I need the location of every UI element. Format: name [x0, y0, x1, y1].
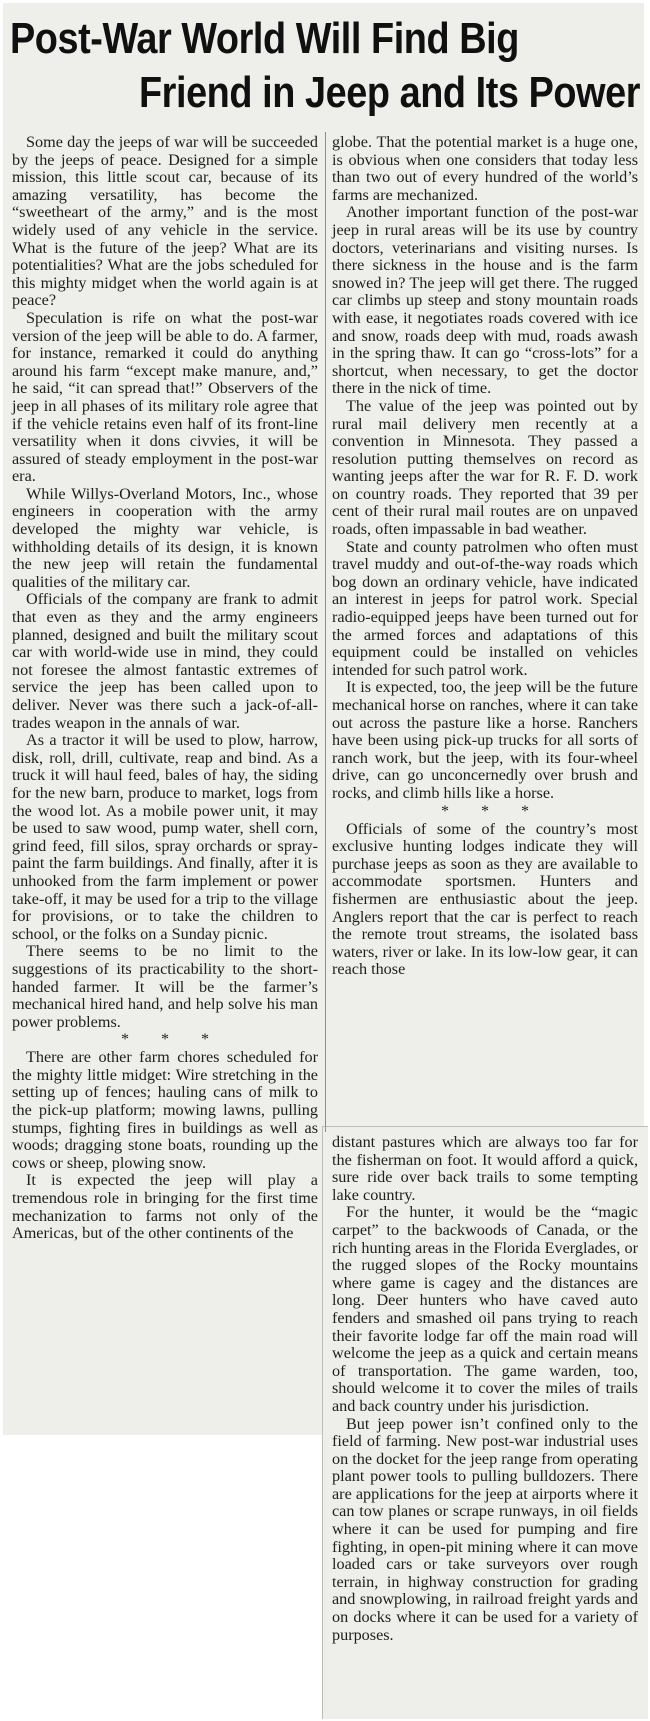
section-break-stars: * * *: [121, 1031, 223, 1049]
column-rule: [325, 132, 326, 1132]
paragraph: Another important function of the post-war jeep in rural areas will be its use by country doctors, veterinarians and visiting nurses. Is there sickness in the house and is the farm snowed in? The jeep will get there. The rugged car climbs up steep and stony mountain roads with ease, it negotiates roads covered with ice and snow, roads deep with mud, roads awash in the spring thaw. It can go “cross-lots” for a shortcut, when necessary, to get the doctor there in the nick of time.: [332, 203, 638, 398]
paragraph: It is expected, too, the jeep will be the future mechanical horse on ranches, where it can take out across the pasture like a horse. Ranchers have been using pick-up trucks for all sorts of ranch work, but the jeep, with its four-wheel drive, can go unconcernedly over brush and rocks, and climb hills like a horse.: [332, 678, 638, 802]
right-column-continuation: [332, 1134, 638, 1644]
section-break-stars: * * *: [441, 802, 543, 820]
right-column: [332, 134, 638, 979]
paragraph: Officials of the company are frank to admit that even as they and the army engineers planned, designed and built the military scout car with world-wide use in mind, they could not foresee the almost fantastic extremes of service the jeep has been called upon to deliver. Never was there such a jack-of-all-trades weapon in the annals of war.: [12, 590, 318, 732]
headline-line-1: Post-War World Will Find Big: [10, 14, 519, 63]
left-column: [12, 134, 318, 1243]
paragraph: Officials of some of the country’s most exclusive hunting lodges indicate they will purchase jeeps as soon as they are available to accommodate sportsmen. Hunters and fishermen are enthusiastic about the jeep. Anglers report that the car is perfect to reach the remote trout streams, the isolated bass waters, river or lake. In its low-low gear, it can reach those: [332, 819, 638, 979]
paragraph: But jeep power isn’t confined only to the field of farming. New post-war industrial uses on the docket for the jeep range from operating plant power tools to pulling bulldozers. There are applications for the jeep at airports where it can tow planes or scrape runways, in oil fields where it can be used for pumping and fire fighting, in open-pit mining where it can move loaded cars or take surveyors over rough terrain, in highway construction for grading and snowplowing, in railroad freight yards and on docks where it can be used for a variety of purposes.: [332, 1414, 638, 1644]
headline-line-2: Friend in Jeep and Its Power: [139, 68, 641, 117]
paragraph: Speculation is rife on what the post-war version of the jeep will be able to do. A farmer, for instance, remarked it could do anything around his farm “except make manure, and,” he said, “it can spread that!” Observers of the jeep in all phases of its military role agree that if the vehicle retains even half of its front-line versatility when it dons civvies, it will be assured of steady employment in the post-war era.: [12, 308, 318, 486]
paragraph: There are other farm chores scheduled for the mighty little midget: Wire stretching in the setting up of fences; hauling cans of milk to the pick-up platform; mowing lawns, pulling stumps, fighting fires in buildings as well as woods; dragging stone boats, rounding up the cows or sheep, plowing snow.: [12, 1048, 318, 1172]
paragraph-continued: distant pastures which are always too far for the fisherman on foot. It would afford a quick, sure ride over back trails to some tempting lake country.: [332, 1133, 638, 1204]
paragraph: As a tractor it will be used to plow, harrow, disk, roll, drill, cultivate, reap and bind. As a truck it will haul feed, bales of hay, the siding for the new barn, produce to market, logs from the wood lot. As a mobile power unit, it may be used to saw wood, pump water, shell corn, grind feed, fill silos, spray orchards or spray-paint the farm buildings. And finally, after it is unhooked from the farm implement or power take-off, it may be used for a trip to the village for provisions, or to take the children to school, or the folks on a Sunday picnic.: [12, 731, 318, 943]
paragraph: While Willys-Overland Motors, Inc., whose engineers in cooperation with the army developed the mighty war vehicle, is withholding details of its design, it is known the new jeep will retain the fundamental qualities of the military car.: [12, 484, 318, 591]
paragraph: It is expected the jeep will play a tremendous role in bringing for the first time mechanization to farms not only of the Americas, but of the other continents of the: [12, 1171, 318, 1243]
paragraph: For the hunter, it would be the “magic carpet” to the backwoods of Canada, or the rich hunting areas in the Florida Everglades, or the rugged slopes of the Rocky mountains where game is cagey and the distances are long. Deer hunters who have caved auto fenders and smashed oil pans trying to reach their favorite lodge far off the main road will welcome the jeep as a quick and certain means of transportation. The game warden, too, should welcome it to cover the miles of trails and back country under his jurisdiction.: [332, 1203, 638, 1415]
paragraph: There seems to be no limit to the suggestions of its practicability to the short-handed farmer. It will be the farmer’s mechanical hired hand, and help solve his man power problems.: [12, 942, 318, 1031]
paragraph: Some day the jeeps of war will be succeeded by the jeeps of peace. Designed for a simple mission, this little scout car, because of its amazing versatility, has become the “sweetheart of the army,” and is the most widely used of any vehicle in the service. What is the future of the jeep? What are its potentialities? What are the jobs scheduled for this mighty midget when the world again is at peace?: [12, 133, 318, 310]
headline: [10, 12, 641, 120]
paragraph: State and county patrolmen who often must travel muddy and out-of-the-way roads which bog down an ordinary vehicle, have indicated an interest in jeeps for patrol work. Special radio-equipped jeeps have been turned out for the armed forces and adaptations of this equipment could be installed on vehicles intended for such patrol work.: [332, 537, 638, 679]
paragraph: The value of the jeep was pointed out by rural mail delivery men recently at a convention in Minnesota. They passed a resolution putting themselves on record as wanting jeeps after the war for R. F. D. work on country roads. They reported that 39 per cent of their rural mail routes are on unpaved roads, often impassable in bad weather.: [332, 396, 638, 539]
paragraph-continued: globe. That the potential market is a huge one, is obvious when one considers that today less than two out of every hundred of the world’s farms are mechanized.: [332, 133, 638, 204]
